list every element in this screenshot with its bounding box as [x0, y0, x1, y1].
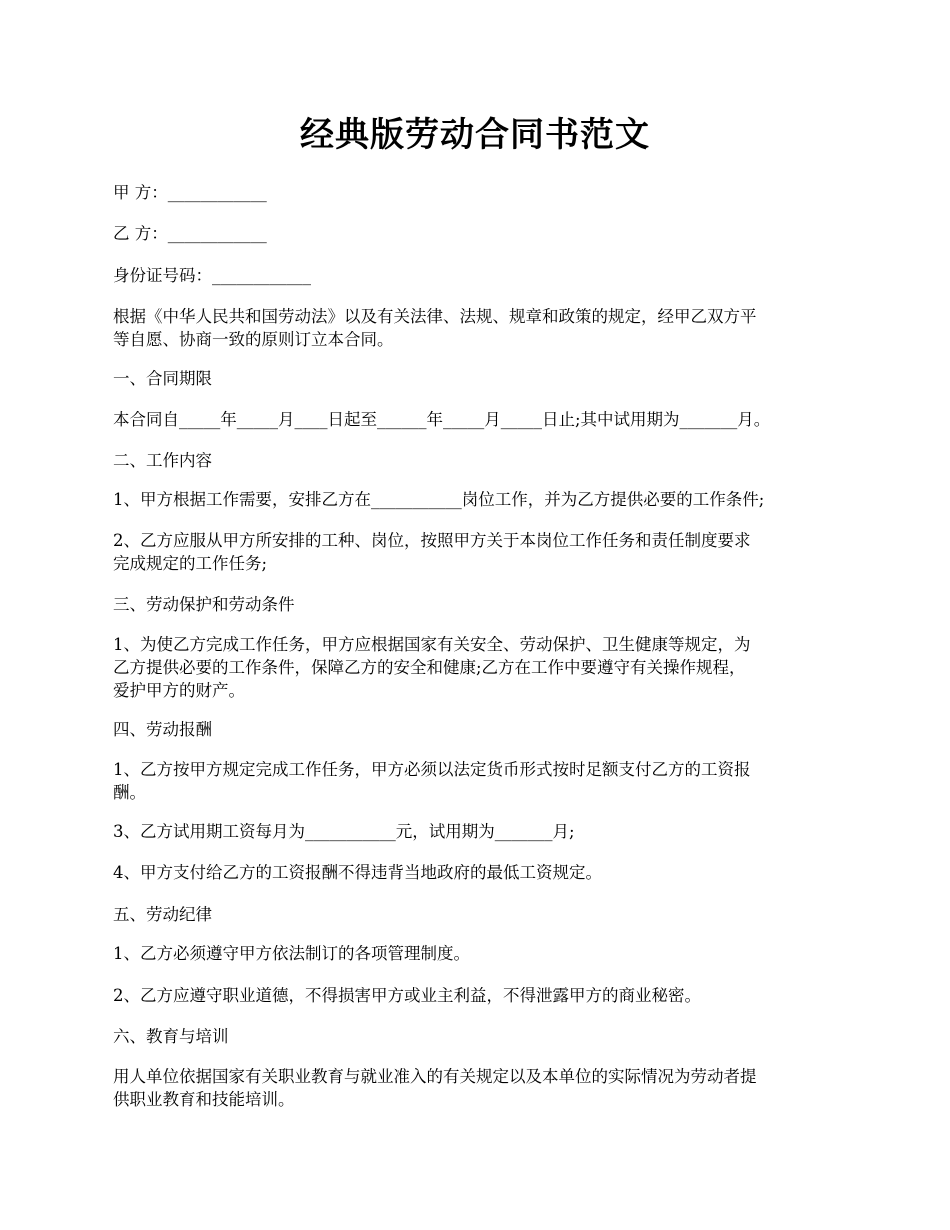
paragraph-line: 乙方提供必要的工作条件，保障乙方的安全和健康;乙方在工作中要遵守有关操作规程， [113, 658, 746, 677]
paragraph-line: 爱护甲方的财产。 [113, 681, 245, 700]
section-6-heading: 六、教育与培训 [113, 1027, 229, 1046]
paragraph-line: 1、为使乙方完成工作任务，甲方应根据国家有关安全、劳动保护、卫生健康等规定，为 [113, 635, 751, 654]
section-2-heading: 二、工作内容 [113, 451, 212, 470]
section-1-text: 本合同自_____年_____月____日起至______年_____月_____日止;其中试用期为_______月。 [113, 410, 771, 429]
section-2-item-1: 1、甲方根据工作需要，安排乙方在___________岗位工作，并为乙方提供必要的工作条件; [113, 490, 765, 509]
section-4-heading: 四、劳动报酬 [113, 720, 212, 739]
section-1-heading: 一、合同期限 [113, 369, 212, 388]
preamble-line: 根据《中华人民共和国劳动法》以及有关法律、法规、规章和政策的规定，经甲乙双方平 [113, 307, 757, 326]
paragraph-line: 完成规定的工作任务; [113, 554, 268, 573]
section-3-heading: 三、劳动保护和劳动条件 [113, 595, 295, 614]
id-number-line: 身份证号码：____________ [113, 266, 311, 285]
section-4-item-4: 4、甲方支付给乙方的工资报酬不得违背当地政府的最低工资规定。 [113, 863, 602, 882]
section-4-item-3: 3、乙方试用期工资每月为___________元，试用期为_______月; [113, 822, 575, 841]
section-3-item-1 [113, 633, 841, 702]
party-b-line: 乙 方：____________ [113, 224, 267, 243]
document-title: 经典版劳动合同书范文 [300, 115, 650, 155]
party-a-line: 甲 方：____________ [113, 183, 267, 202]
section-2-item-2 [113, 529, 841, 575]
paragraph-line: 酬。 [113, 783, 146, 802]
preamble-line: 等自愿、协商一致的原则订立本合同。 [113, 330, 394, 349]
section-5-item-1: 1、乙方必须遵守甲方依法制订的各项管理制度。 [113, 944, 470, 963]
paragraph-line: 供职业教育和技能培训。 [113, 1090, 295, 1109]
section-5-heading: 五、劳动纪律 [113, 905, 212, 924]
paragraph-line: 1、乙方按甲方规定完成工作任务，甲方必须以法定货币形式按时足额支付乙方的工资报 [113, 760, 751, 779]
paragraph-line: 用人单位依据国家有关职业教育与就业准入的有关规定以及本单位的实际情况为劳动者提 [113, 1067, 757, 1086]
paragraph-line: 2、乙方应服从甲方所安排的工种、岗位，按照甲方关于本岗位工作任务和责任制度要求 [113, 531, 751, 550]
section-6-text [113, 1065, 841, 1111]
section-5-item-2: 2、乙方应遵守职业道德，不得损害甲方或业主利益，不得泄露甲方的商业秘密。 [113, 986, 701, 1005]
section-4-item-1 [113, 758, 841, 804]
preamble-paragraph [113, 305, 841, 351]
